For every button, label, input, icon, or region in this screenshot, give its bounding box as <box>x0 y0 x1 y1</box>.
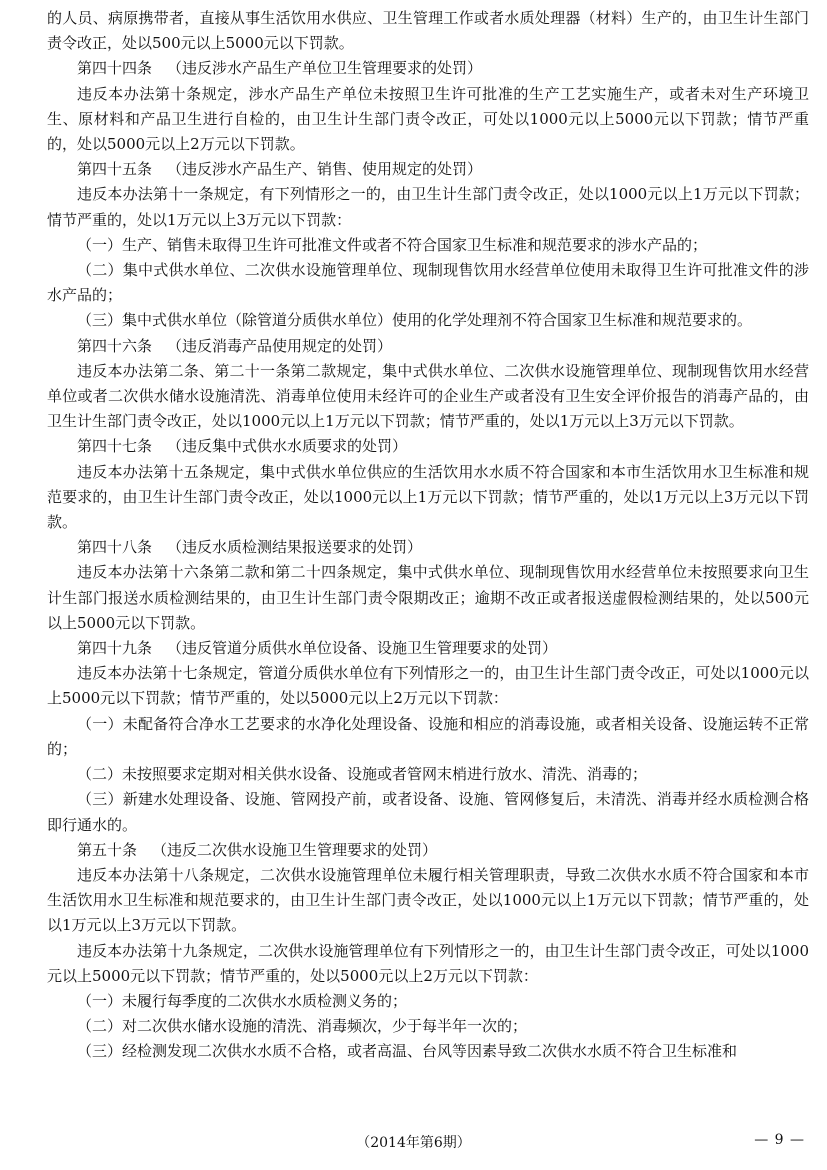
article-number: 第四十七条 <box>77 437 153 456</box>
paragraph: 违反本办法第二条、第二十一条第二款规定，集中式供水单位、二次供水设施管理单位、现制现售饮用水经营单位或者二次供水储水设施清洗、消毒单位使用未经许可的企业生产或者没有卫生安全评价报告的消毒产品的，由卫生计生部门责令改正，处以1000元以上1万元以下罚款；情节严重的，处以1万元以上3万元以下罚款。 <box>47 361 809 431</box>
paragraph: 违反本办法第十七条规定，管道分质供水单位有下列情形之一的，由卫生计生部门责令改正，可处以1000元以上5000元以下罚款；情节严重的，处以5000元以上2万元以下罚款： <box>47 664 809 708</box>
article-number: 第四十八条 <box>77 538 153 557</box>
article-heading <box>47 838 809 863</box>
paragraph: （二）未按照要求定期对相关供水设备、设施或者管网末梢进行放水、清洗、消毒的； <box>77 765 648 784</box>
document-body <box>47 6 809 1065</box>
article-subtitle: （违反二次供水设施卫生管理要求的处罚） <box>152 840 438 859</box>
paragraph: （一）未履行每季度的二次供水水质检测义务的； <box>77 991 408 1010</box>
paragraph: （三）经检测发现二次供水水质不合格，或者高温、台风等因素导致二次供水水质不符合卫生标准和 <box>77 1042 738 1061</box>
page-footer <box>0 1132 827 1158</box>
article-heading <box>47 334 809 359</box>
paragraph: （三）集中式供水单位（除管道分质供水单位）使用的化学处理剂不符合国家卫生标准和规范要求的。 <box>77 311 753 330</box>
paragraph: （一）未配备符合净水工艺要求的水净化处理设备、设施和相应的消毒设施，或者相关设备、设施运转不正常的； <box>47 714 809 758</box>
article-subtitle: （违反水质检测结果报送要求的处罚） <box>167 538 423 557</box>
article-number: 第四十五条 <box>77 160 153 179</box>
article-subtitle: （违反涉水产品生产单位卫生管理要求的处罚） <box>167 59 483 78</box>
article-number: 第四十六条 <box>77 336 153 355</box>
paragraph: 违反本办法第十六条第二款和第二十四条规定，集中式供水单位、现制现售饮用水经营单位未按照要求向卫生计生部门报送水质检测结果的，由卫生计生部门责令限期改正；逾期不改正或者报送虚假检测结果的，处以500元以上5000元以下罚款。 <box>47 563 809 632</box>
paragraph: 违反本办法第十八条规定，二次供水设施管理单位未履行相关管理职责，导致二次供水水质不符合国家和本市生活饮用水卫生标准和规范要求的，由卫生计生部门责令改正，处以1000元以上1万元以下罚款；情节严重的，处以1万元以上3万元以下罚款。 <box>47 865 809 935</box>
article-heading <box>47 56 809 81</box>
issue-label: （2014年第6期） <box>356 1135 471 1151</box>
paragraph: （一）生产、销售未取得卫生许可批准文件或者不符合国家卫生标准和规范要求的涉水产品的； <box>77 235 708 254</box>
article-heading <box>47 535 809 560</box>
article-heading <box>47 434 809 459</box>
article-number: 第四十九条 <box>77 639 153 658</box>
article-heading <box>47 157 809 182</box>
paragraph: （三）新建水处理设备、设施、管网投产前，或者设备、设施、管网修复后，未清洗、消毒并经水质检测合格即行通水的。 <box>47 790 809 834</box>
article-subtitle: （违反管道分质供水单位设备、设施卫生管理要求的处罚） <box>167 639 558 658</box>
paragraph: （二）集中式供水单位、二次供水设施管理单位、现制现售饮用水经营单位使用未取得卫生许可批准文件的涉水产品的； <box>47 261 809 305</box>
paragraph: （二）对二次供水储水设施的清洗、消毒频次，少于每半年一次的； <box>77 1017 528 1036</box>
paragraph: 违反本办法第十九条规定，二次供水设施管理单位有下列情形之一的，由卫生计生部门责令改正，可处以1000元以上5000元以下罚款；情节严重的，处以5000元以上2万元以下罚款： <box>47 941 809 985</box>
article-number: 第四十四条 <box>77 59 153 78</box>
paragraph: 违反本办法第十五条规定，集中式供水单位供应的生活饮用水水质不符合国家和本市生活饮用水卫生标准和规范要求的，由卫生计生部门责令改正，处以1000元以上1万元以下罚款；情节严重的，处以1万元以上3万元以下罚款。 <box>47 462 809 532</box>
paragraph: 违反本办法第十一条规定，有下列情形之一的，由卫生计生部门责令改正，处以1000元以上1万元以下罚款；情节严重的，处以1万元以上3万元以下罚款： <box>47 185 809 229</box>
page-number: — 9 — <box>754 1132 805 1148</box>
article-subtitle: （违反集中式供水水质要求的处罚） <box>167 437 408 456</box>
paragraph: 的人员、病原携带者，直接从事生活饮用水供应、卫生管理工作或者水质处理器（材料）生产的，由卫生计生部门责令改正，处以500元以上5000元以下罚款。 <box>47 9 809 53</box>
article-heading <box>47 636 809 661</box>
paragraph: 违反本办法第十条规定，涉水产品生产单位未按照卫生许可批准的生产工艺实施生产，或者未对生产环境卫生、原材料和产品卫生进行自检的，由卫生计生部门责令改正，可处以1000元以上5000元以下罚款；情节严重的，处以5000元以上2万元以下罚款。 <box>47 84 809 154</box>
article-subtitle: （违反涉水产品生产、销售、使用规定的处罚） <box>167 160 483 179</box>
article-number: 第五十条 <box>77 840 138 859</box>
article-subtitle: （违反消毒产品使用规定的处罚） <box>167 336 393 355</box>
